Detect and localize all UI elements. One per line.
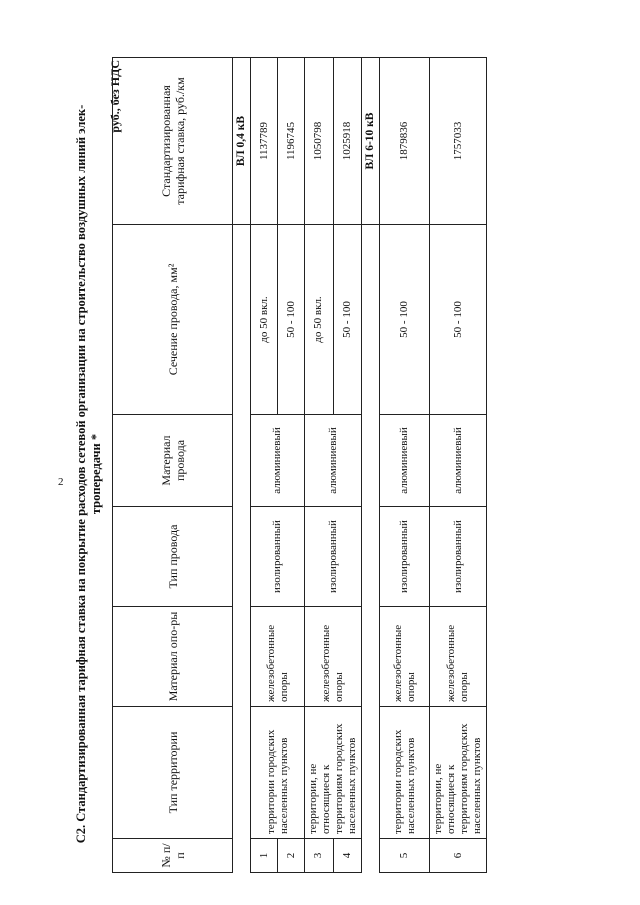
table-body: [233, 58, 487, 873]
material-cell: алюминиевый: [380, 415, 430, 507]
section-cell: 50 - 100: [380, 225, 430, 415]
section-cell: до 50 вкл.: [251, 225, 278, 415]
section-row: [362, 58, 380, 873]
tariff-table: [112, 57, 487, 873]
wire-type-cell: изолированный: [380, 507, 430, 607]
header-wire-type: Тип провода: [113, 507, 233, 607]
header-material: Материал провода: [113, 415, 233, 507]
territory-cell: территории городских населенных пунктов: [380, 707, 430, 839]
section-spacer: [362, 225, 380, 873]
section-title: ВЛ 6-10 кВ: [362, 58, 380, 225]
support-cell: железобетонные опоры: [380, 607, 430, 707]
header-num: № п/п: [113, 839, 233, 873]
wire-type-cell: изолированный: [305, 507, 362, 607]
table-row: [305, 58, 334, 873]
wire-type-cell: изолированный: [430, 507, 487, 607]
header-rate: Стандартизированная тарифная ставка, руб./км: [113, 58, 233, 225]
title-line-2: тропередачи *: [89, 433, 103, 515]
header-support: Материал опо-ры: [113, 607, 233, 707]
material-cell: алюминиевый: [251, 415, 305, 507]
document-title: [74, 79, 104, 869]
rate-cell: 1757033: [430, 58, 487, 225]
wire-type-cell: изолированный: [251, 507, 305, 607]
section-cell: 50 - 100: [430, 225, 487, 415]
section-row: [233, 58, 251, 873]
rate-cell: 1137789: [251, 58, 278, 225]
material-cell: алюминиевый: [430, 415, 487, 507]
row-number: 4: [333, 839, 362, 873]
section-spacer: [233, 225, 251, 873]
territory-cell: территории, не относящиеся к территориям городских населенных пунктов: [305, 707, 362, 839]
section-title: ВЛ 0,4 кВ: [233, 58, 251, 225]
table-row: [430, 58, 487, 873]
title-line-1: С2. Стандартизированная тарифная ставка на покрытие расходов сетевой организации на строительство воздушных линий элек-: [74, 104, 88, 844]
support-cell: железобетонные опоры: [305, 607, 362, 707]
table-row: [251, 58, 278, 873]
section-cell: 50 - 100: [278, 225, 305, 415]
page-number: 2: [58, 476, 64, 488]
section-cell: 50 - 100: [333, 225, 362, 415]
row-number: 6: [430, 839, 487, 873]
support-cell: железобетонные опоры: [251, 607, 305, 707]
header-territory: Тип территории: [113, 707, 233, 839]
section-cell: до 50 вкл.: [305, 225, 334, 415]
material-cell: алюминиевый: [305, 415, 362, 507]
header-section: Сечение провода, мм²: [113, 225, 233, 415]
unit-label: руб., без НДС: [108, 60, 122, 133]
table-row: [380, 58, 430, 873]
territory-cell: территории городских населенных пунктов: [251, 707, 305, 839]
territory-cell: территории, не относящиеся к территориям городских населенных пунктов: [430, 707, 487, 839]
rate-cell: 1196745: [278, 58, 305, 225]
row-number: 3: [305, 839, 334, 873]
support-cell: железобетонные опоры: [430, 607, 487, 707]
row-number: 5: [380, 839, 430, 873]
header-row: [113, 58, 233, 873]
rate-cell: 1050798: [305, 58, 334, 225]
rate-cell: 1879836: [380, 58, 430, 225]
row-number: 2: [278, 839, 305, 873]
row-number: 1: [251, 839, 278, 873]
rate-cell: 1025918: [333, 58, 362, 225]
